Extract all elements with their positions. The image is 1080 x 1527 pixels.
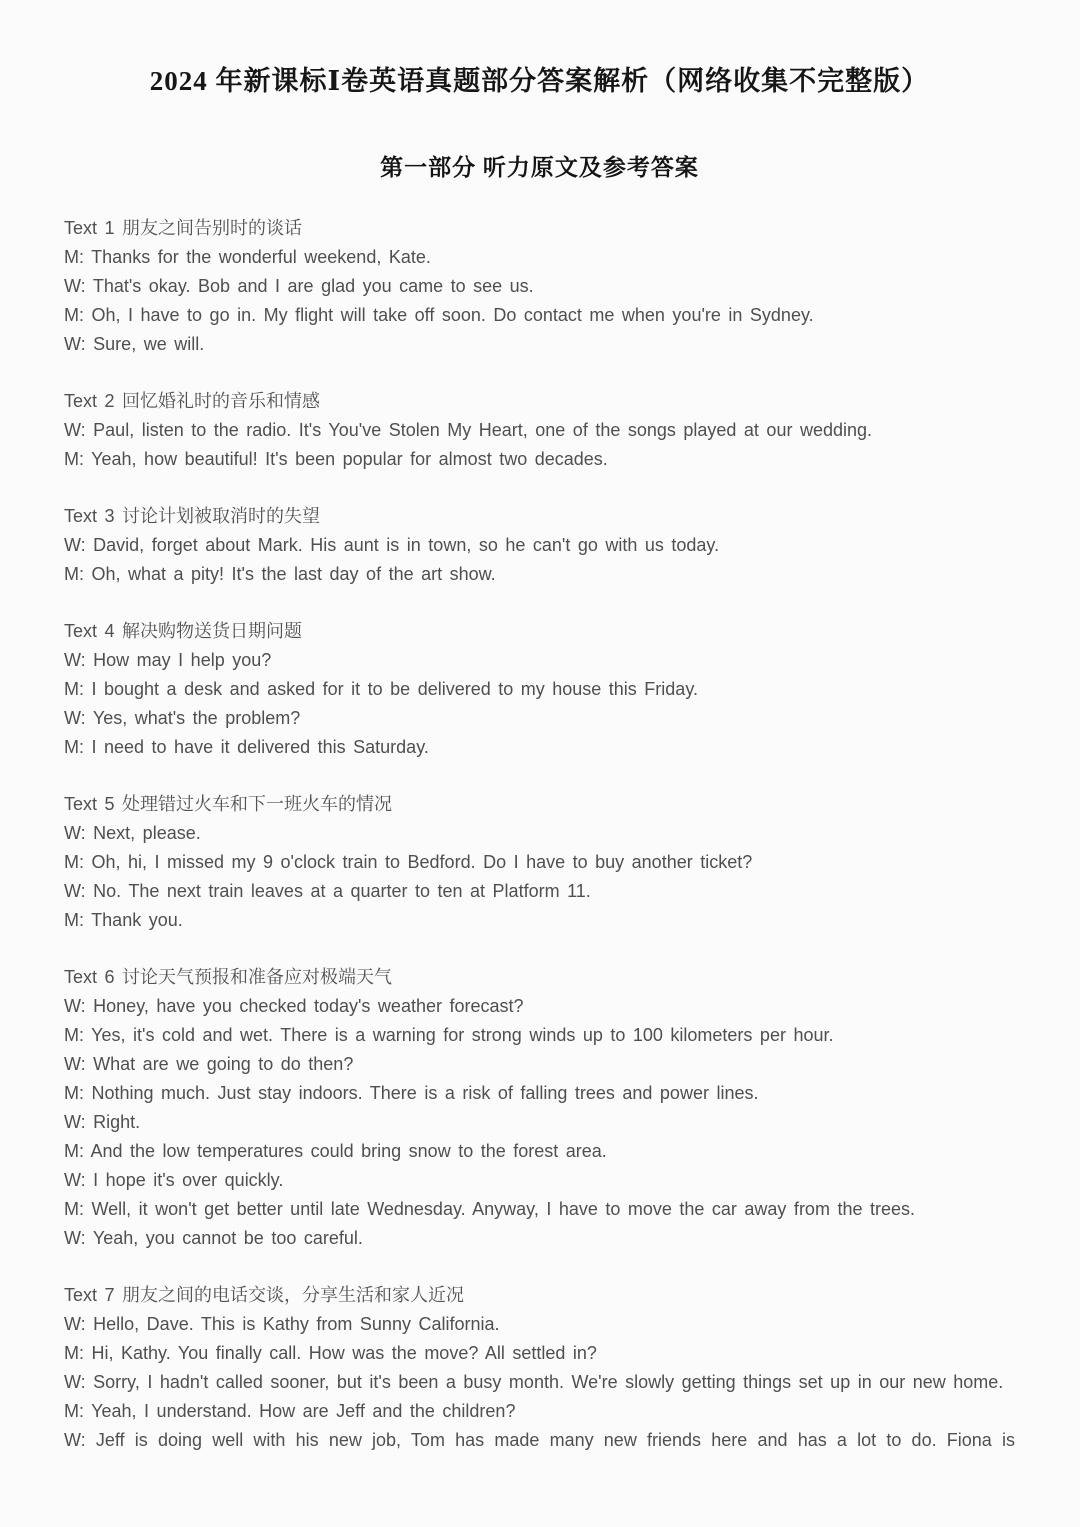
dialogue-line: W: Sorry, I hadn't called sooner, but it's been a busy month. We're slowly getting things set up in our new home. [64,1372,1004,1392]
text-block-heading: Text 2 回忆婚礼时的音乐和情感 [64,391,321,411]
dialogue-line: M: Yeah, how beautiful! It's been popular for almost two decades. [64,449,608,469]
dialogue-line: W: Honey, have you checked today's weather forecast? [64,996,524,1016]
dialogue-line: W: Yes, what's the problem? [64,708,301,728]
text-block-heading: Text 5 处理错过火车和下一班火车的情况 [64,794,393,814]
dialogue-line: M: I bought a desk and asked for it to be delivered to my house this Friday. [64,679,698,699]
dialogue-line: M: Oh, what a pity! It's the last day of the art show. [64,564,496,584]
dialogue-line: W: I hope it's over quickly. [64,1170,284,1190]
dialogue-line: M: Yeah, I understand. How are Jeff and the children? [64,1401,516,1421]
dialogue-line: M: Oh, I have to go in. My flight will take off soon. Do contact me when you're in Sydney. [64,305,814,325]
transcript-list [64,214,1015,1455]
text-block [64,963,1015,1253]
dialogue-line: W: That's okay. Bob and I are glad you came to see us. [64,276,534,296]
dialogue-line: M: Nothing much. Just stay indoors. There is a risk of falling trees and power lines. [64,1083,759,1103]
text-block [64,790,1015,935]
text-block [64,617,1015,762]
text-block-heading: Text 4 解决购物送货日期问题 [64,621,303,641]
section-heading: 第一部分 听力原文及参考答案 [380,155,699,180]
dialogue-line: W: Next, please. [64,823,201,843]
dialogue-line: W: How may I help you? [64,650,272,670]
text-block-heading: Text 6 讨论天气预报和准备应对极端天气 [64,967,393,987]
text-block [64,1281,1015,1455]
text-block [64,502,1015,589]
dialogue-line: W: David, forget about Mark. His aunt is in town, so he can't go with us today. [64,535,720,555]
dialogue-line: W: Sure, we will. [64,334,205,354]
dialogue-line: M: Thanks for the wonderful weekend, Kate. [64,247,431,267]
dialogue-line: W: Hello, Dave. This is Kathy from Sunny California. [64,1314,500,1334]
dialogue-line: M: Well, it won't get better until late Wednesday. Anyway, I have to move the car away from the trees. [64,1199,915,1219]
dialogue-line: M: I need to have it delivered this Saturday. [64,737,429,757]
text-block [64,387,1015,474]
dialogue-line: M: Yes, it's cold and wet. There is a warning for strong winds up to 100 kilometers per hour. [64,1025,834,1045]
text-block-heading: Text 3 讨论计划被取消时的失望 [64,506,321,526]
dialogue-line: M: Thank you. [64,910,183,930]
text-block [64,214,1015,359]
document-title: 2024 年新课标Ⅰ卷英语真题部分答案解析（网络收集不完整版） [149,66,930,96]
dialogue-line: M: Oh, hi, I missed my 9 o'clock train to Bedford. Do I have to buy another ticket? [64,852,753,872]
dialogue-line: W: No. The next train leaves at a quarter to ten at Platform 11. [64,881,591,901]
dialogue-line: M: And the low temperatures could bring snow to the forest area. [64,1141,607,1161]
dialogue-line: W: What are we going to do then? [64,1054,354,1074]
dialogue-line: W: Right. [64,1112,141,1132]
dialogue-line: W: Yeah, you cannot be too careful. [64,1228,363,1248]
dialogue-line: M: Hi, Kathy. You finally call. How was the move? All settled in? [64,1343,597,1363]
text-block-heading: Text 1 朋友之间告别时的谈话 [64,218,303,238]
text-block-heading: Text 7 朋友之间的电话交谈，分享生活和家人近况 [64,1285,465,1305]
dialogue-line: W: Paul, listen to the radio. It's You've Stolen My Heart, one of the songs played at our wedding. [64,420,872,440]
dialogue-line: W: Jeff is doing well with his new job, Tom has made many new friends here and has a lot to do. Fiona is [64,1430,1015,1450]
